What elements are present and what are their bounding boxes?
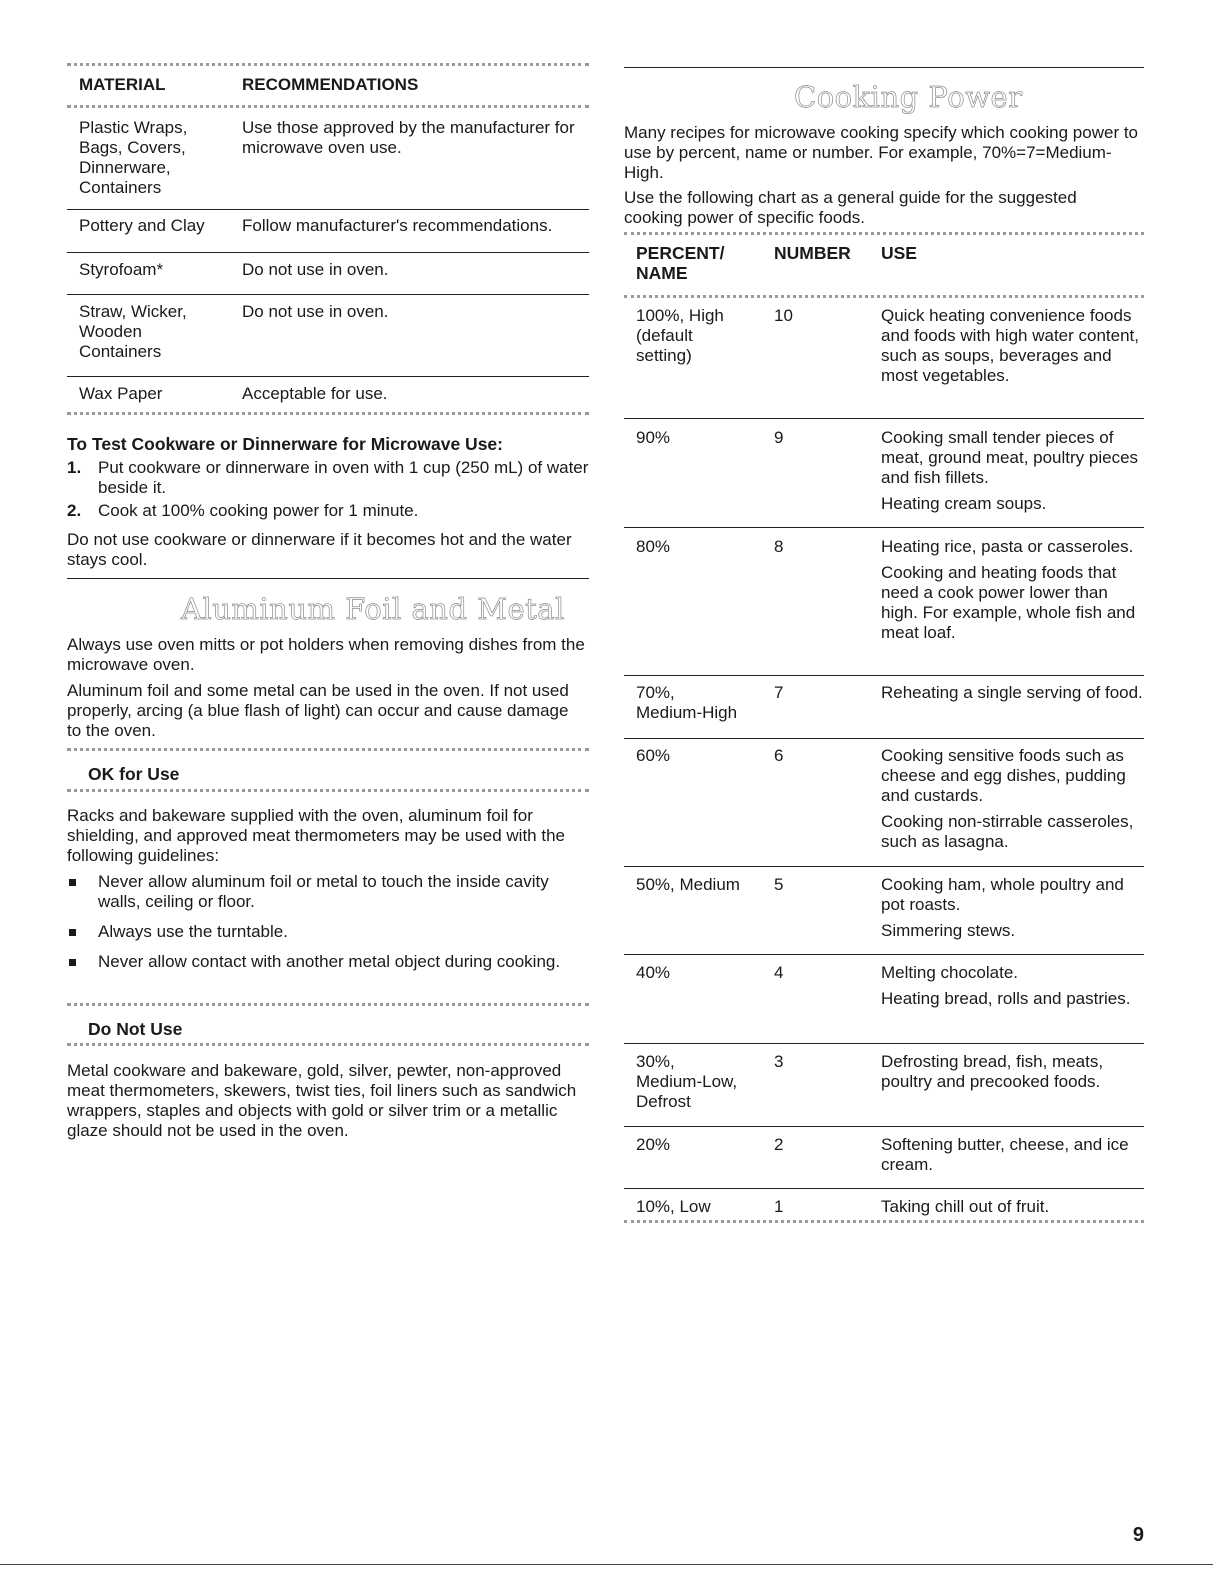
recommendation-cell: Follow manufacturer's recommendations. [242, 216, 553, 235]
table-end-dotted-rule [67, 412, 589, 415]
cooking-power-title: Cooking Power [794, 80, 1023, 114]
ok-for-use-heading: OK for Use [88, 764, 180, 784]
number-column-header: NUMBER [774, 243, 851, 263]
cp-header-dotted-rule-top [624, 232, 1144, 235]
use-text: Heating bread, rolls and pastries. [881, 989, 1131, 1008]
table-row [624, 304, 1144, 419]
dont-dotted-rule-bottom [67, 1043, 589, 1046]
step-text: Cook at 100% cooking power for 1 minute. [98, 501, 419, 520]
use-cell [881, 537, 1143, 649]
list-item [67, 872, 589, 912]
percent-cell: 10%, Low [636, 1197, 711, 1216]
use-text: Heating rice, pasta or casseroles. [881, 537, 1134, 556]
recommendation-cell: Do not use in oven. [242, 260, 389, 279]
number-cell: 2 [774, 1135, 784, 1154]
materials-table [67, 114, 589, 411]
do-not-use-heading: Do Not Use [88, 1019, 183, 1039]
recommendation-cell: Acceptable for use. [242, 384, 388, 403]
list-item [67, 501, 589, 521]
use-text: Reheating a single serving of food. [881, 683, 1143, 702]
section-rule [624, 67, 1144, 68]
use-text: Simmering stews. [881, 921, 1016, 940]
use-text: Cooking ham, whole poultry and pot roasts. [881, 875, 1124, 914]
bullet-square-icon [69, 879, 76, 886]
cooking-power-table [624, 304, 1144, 1225]
page-number: 9 [1132, 1524, 1144, 1546]
recommendation-cell: Use those approved by the manufacturer for microwave oven use. [242, 118, 575, 157]
percent-cell: 70%, Medium-High [636, 683, 738, 722]
number-cell: 1 [774, 1197, 784, 1216]
bullet-text: Never allow contact with another metal object during cooking. [98, 952, 561, 971]
use-cell [881, 875, 1143, 947]
material-cell: Styrofoam* [79, 260, 164, 279]
list-item [67, 922, 589, 942]
aluminum-para-2: Aluminum foil and some metal can be used in the oven. If not used properly, arcing (a blue flash of light) can occur and cause damage to the oven. [67, 681, 569, 740]
recommendation-cell: Do not use in oven. [242, 302, 389, 321]
ok-dotted-rule-bottom [67, 789, 589, 792]
do-not-use-text: Metal cookware and bakeware, gold, silver, pewter, non-approved meat thermometers, skewers, twist ties, foil liners such as sandwich wrappers, staples and objects with gold or silver trim or a metallic glaze should not be used in the oven. [67, 1061, 577, 1140]
percent-cell: 30%, Medium-Low, Defrost [636, 1052, 738, 1111]
ok-dotted-rule-top [67, 748, 589, 751]
step-number: 2. [67, 501, 82, 520]
percent-cell: 90% [636, 428, 671, 447]
cooking-power-para-1: Many recipes for microwave cooking specify which cooking power to use by percent, name or number. For example, 70%=7=Medium-High. [624, 123, 1139, 182]
top-dotted-rule [67, 63, 589, 66]
material-cell: Pottery and Clay [79, 216, 205, 235]
use-text: Defrosting bread, fish, meats, poultry and precooked foods. [881, 1052, 1104, 1091]
table-row [624, 1044, 1144, 1127]
use-cell [881, 683, 1143, 709]
use-text: Taking chill out of fruit. [881, 1197, 1050, 1216]
use-text: Softening butter, cheese, and ice cream. [881, 1135, 1129, 1174]
page-bottom-rule [0, 1564, 1213, 1565]
use-text: Cooking small tender pieces of meat, ground meat, poultry pieces and fish fillets. [881, 428, 1139, 487]
test-note: Do not use cookware or dinnerware if it becomes hot and the water stays cool. [67, 530, 572, 569]
table-row [624, 1127, 1144, 1189]
use-text: Quick heating convenience foods and foods with high water content, such as soups, beverages and most vegetables. [881, 306, 1139, 385]
use-text: Cooking and heating foods that need a cook power lower than high. For example, whole fish and meat loaf. [881, 563, 1136, 642]
cp-table-end-dotted-rule [624, 1220, 1144, 1223]
step-number: 1. [67, 458, 82, 477]
ok-guidelines-list [67, 872, 589, 982]
list-item [67, 458, 589, 498]
cp-header-dotted-rule-bottom [624, 295, 1144, 298]
percent-cell: 80% [636, 537, 671, 556]
use-text: Melting chocolate. [881, 963, 1019, 982]
use-cell [881, 306, 1143, 392]
table-row [67, 295, 589, 377]
number-cell: 3 [774, 1052, 784, 1071]
material-cell: Plastic Wraps, Bags, Covers, Dinnerware, Containers [79, 118, 188, 197]
table-row [624, 419, 1144, 528]
percent-cell: 100%, High (default setting) [636, 306, 724, 365]
use-column-header: USE [881, 243, 917, 263]
use-cell [881, 1052, 1143, 1098]
aluminum-para-1: Always use oven mitts or pot holders when removing dishes from the microwave oven. [67, 635, 585, 674]
percent-column-header: PERCENT/ NAME [636, 243, 725, 283]
bullet-square-icon [69, 929, 76, 936]
number-cell: 4 [774, 963, 784, 982]
table-row [624, 528, 1144, 676]
number-cell: 9 [774, 428, 784, 447]
percent-cell: 50%, Medium [636, 875, 740, 894]
use-cell [881, 746, 1143, 858]
header-dotted-rule [67, 105, 589, 108]
cooking-power-para-2: Use the following chart as a general guide for the suggested cooking power of specific foods. [624, 188, 1077, 227]
table-row [67, 253, 589, 295]
use-cell [881, 1135, 1143, 1181]
bullet-text: Never allow aluminum foil or metal to touch the inside cavity walls, ceiling or floor. [98, 872, 549, 911]
aluminum-section-title: Aluminum Foil and Metal [181, 592, 565, 626]
recommendations-column-header: RECOMMENDATIONS [242, 75, 419, 94]
material-cell: Wax Paper [79, 384, 163, 403]
bullet-text: Always use the turntable. [98, 922, 288, 941]
percent-cell: 60% [636, 746, 671, 765]
dont-dotted-rule-top [67, 1003, 589, 1006]
table-row [67, 210, 589, 253]
number-cell: 8 [774, 537, 784, 556]
use-text: Cooking non-stirrable casseroles, such as lasagna. [881, 812, 1134, 851]
use-cell [881, 963, 1143, 1015]
table-row [67, 377, 589, 411]
ok-for-use-text: Racks and bakeware supplied with the oven, aluminum foil for shielding, and approved meat thermometers may be used with the following guidelines: [67, 806, 565, 865]
step-text: Put cookware or dinnerware in oven with 1 cup (250 mL) of water beside it. [98, 458, 589, 497]
number-cell: 5 [774, 875, 784, 894]
table-row [624, 676, 1144, 739]
percent-cell: 20% [636, 1135, 671, 1154]
number-cell: 7 [774, 683, 784, 702]
table-row [624, 955, 1144, 1044]
section-rule [67, 578, 589, 579]
bullet-square-icon [69, 959, 76, 966]
material-cell: Straw, Wicker, Wooden Containers [79, 302, 187, 361]
test-cookware-heading: To Test Cookware or Dinnerware for Microwave Use: [67, 434, 503, 454]
test-steps-list [67, 458, 589, 524]
list-item [67, 952, 589, 972]
table-row [624, 739, 1144, 867]
table-row [67, 114, 589, 210]
use-cell [881, 428, 1143, 520]
material-column-header: MATERIAL [79, 75, 166, 94]
table-row [624, 867, 1144, 955]
use-text: Cooking sensitive foods such as cheese and egg dishes, pudding and custards. [881, 746, 1126, 805]
use-text: Heating cream soups. [881, 494, 1047, 513]
number-cell: 6 [774, 746, 784, 765]
percent-cell: 40% [636, 963, 671, 982]
number-cell: 10 [774, 306, 793, 325]
